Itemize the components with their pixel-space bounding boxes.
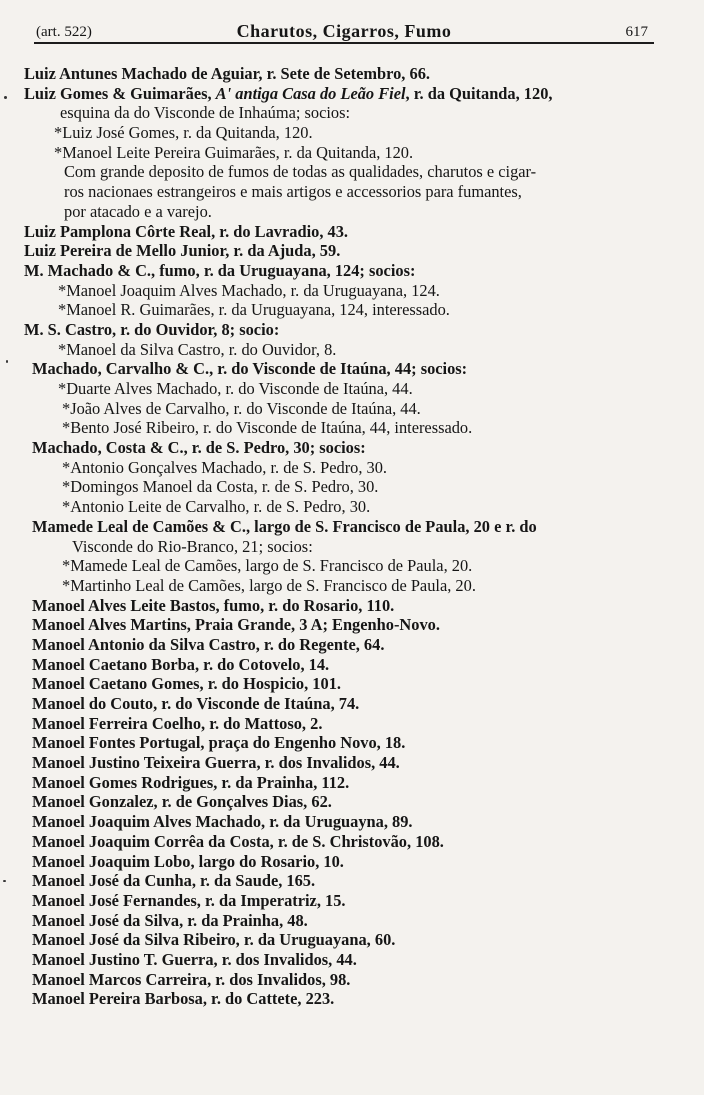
entry-line: Manoel Joaquim Alves Machado, r. da Uruguayna, 89. (32, 812, 413, 832)
entry-line: Manoel Gomes Rodrigues, r. da Prainha, 112. (32, 772, 350, 792)
entry-line: esquina da do Visconde de Inhaúma; socios: (60, 103, 351, 123)
entry-line: Manoel Pereira Barbosa, r. do Cattete, 223. (32, 989, 335, 1009)
entry-line: Manoel José da Silva Ribeiro, r. da Uruguayana, 60. (32, 930, 396, 950)
entry-line: *Antonio Leite de Carvalho, r. de S. Pedro, 30. (62, 497, 371, 517)
entry-line: M. Machado & C., fumo, r. da Uruguayana, 124; socios: (24, 260, 416, 280)
entry-line: Mamede Leal de Camões & C., largo de S. Francisco de Paula, 20 e r. do (32, 516, 537, 536)
entry-line: M. S. Castro, r. do Ouvidor, 8; socio: (24, 319, 280, 339)
entry-line: Machado, Carvalho & C., r. do Visconde de Itaúna, 44; socios: (32, 359, 468, 379)
entry-line: Manoel Alves Leite Bastos, fumo, r. do Rosario, 110. (32, 595, 395, 615)
entry-line: Luiz Pereira de Mello Junior, r. da Ajuda, 59. (24, 241, 341, 261)
entry-line: Manoel Joaquim Corrêa da Costa, r. de S. Christovão, 108. (32, 831, 444, 851)
entry-line: Manoel Caetano Borba, r. do Cotovelo, 14. (32, 654, 330, 674)
entry-line: Manoel do Couto, r. do Visconde de Itaúna, 74. (32, 694, 360, 713)
page-title: Charutos, Cigarros, Fumo (236, 21, 452, 41)
entry-line: *Bento José Ribeiro, r. do Visconde de Itaúna, 44, interessado. (62, 418, 473, 438)
scan-speck (3, 880, 6, 882)
page-number: 617 (625, 24, 648, 40)
header-rule (34, 42, 654, 44)
entry-line: ros nacionaes estrangeiros e mais artigos e accessorios para fumantes, (64, 182, 522, 202)
entry-line: Manoel Gonzalez, r. de Gonçalves Dias, 62. (32, 792, 332, 812)
entry-line: *Manoel Leite Pereira Guimarães, r. da Quitanda, 120. (54, 142, 414, 162)
entry-line: Manoel José Fernandes, r. da Imperatriz, 15. (32, 890, 346, 910)
directory-entries (24, 64, 674, 1009)
entry-line: Manoel Alves Martins, Praia Grande, 3 A; Engenho-Novo. (32, 615, 440, 635)
entry-line: *Manoel Joaquim Alves Machado, r. da Uruguayana, 124. (58, 280, 440, 300)
entry-line (24, 84, 674, 104)
entry-line: *Antonio Gonçalves Machado, r. de S. Pedro, 30. (62, 457, 388, 477)
entry-line: Manoel Caetano Gomes, r. do Hospicio, 101. (32, 674, 341, 694)
entry-line: *Manoel da Silva Castro, r. do Ouvidor, 8. (58, 339, 337, 359)
entry-italic-text: A' antiga Casa do Leão Fiel (215, 83, 406, 103)
entry-line: Manoel Ferreira Coelho, r. do Mattoso, 2. (32, 713, 323, 733)
scan-speck (4, 96, 7, 99)
entry-line: *Mamede Leal de Camões, largo de S. Francisco de Paula, 20. (62, 556, 473, 576)
entry-text: Luiz Gomes & Guimarães, (24, 83, 216, 103)
article-range: (art. 522) (36, 24, 92, 40)
entry-line: *João Alves de Carvalho, r. do Visconde de Itaúna, 44. (62, 398, 421, 418)
entry-line: *Duarte Alves Machado, r. do Visconde de Itaúna, 44. (58, 379, 413, 398)
entry-line: Manoel Antonio da Silva Castro, r. do Regente, 64. (32, 634, 385, 654)
entry-line: Luiz Antunes Machado de Aguiar, r. Sete de Setembro, 66. (24, 64, 430, 83)
entry-line: *Domingos Manoel da Costa, r. de S. Pedro, 30. (62, 477, 379, 497)
running-header (34, 20, 654, 44)
entry-line: Visconde do Rio-Branco, 21; socios: (72, 536, 313, 556)
entry-line: Manoel Fontes Portugal, praça do Engenho Novo, 18. (32, 733, 406, 753)
entry-line: *Martinho Leal de Camões, largo de S. Francisco de Paula, 20. (62, 575, 476, 595)
entry-line: Manoel Joaquim Lobo, largo do Rosario, 10. (32, 851, 344, 871)
entry-line: Manoel Marcos Carreira, r. dos Invalidos, 98. (32, 969, 351, 989)
entry-line: Manoel José da Silva, r. da Prainha, 48. (32, 910, 308, 930)
entry-line: Manoel Justino T. Guerra, r. dos Invalidos, 44. (32, 949, 357, 969)
entry-line: Machado, Costa & C., r. de S. Pedro, 30; socios: (32, 438, 366, 458)
entry-line: Manoel Justino Teixeira Guerra, r. dos Invalidos, 44. (32, 753, 400, 773)
entry-line: Manoel José da Cunha, r. da Saude, 165. (32, 871, 316, 891)
entry-line: *Luiz José Gomes, r. da Quitanda, 120. (54, 123, 313, 143)
entry-line: Luiz Pamplona Côrte Real, r. do Lavradio, 43. (24, 221, 349, 241)
scan-speck (6, 360, 8, 363)
entry-line: por atacado e a varejo. (64, 201, 212, 221)
entry-line: Com grande deposito de fumos de todas as qualidades, charutos e cigar- (64, 162, 537, 182)
entry-line: *Manoel R. Guimarães, r. da Uruguayana, 124, interessado. (58, 300, 450, 320)
entry-text: , r. da Quitanda, 120, (405, 83, 553, 103)
